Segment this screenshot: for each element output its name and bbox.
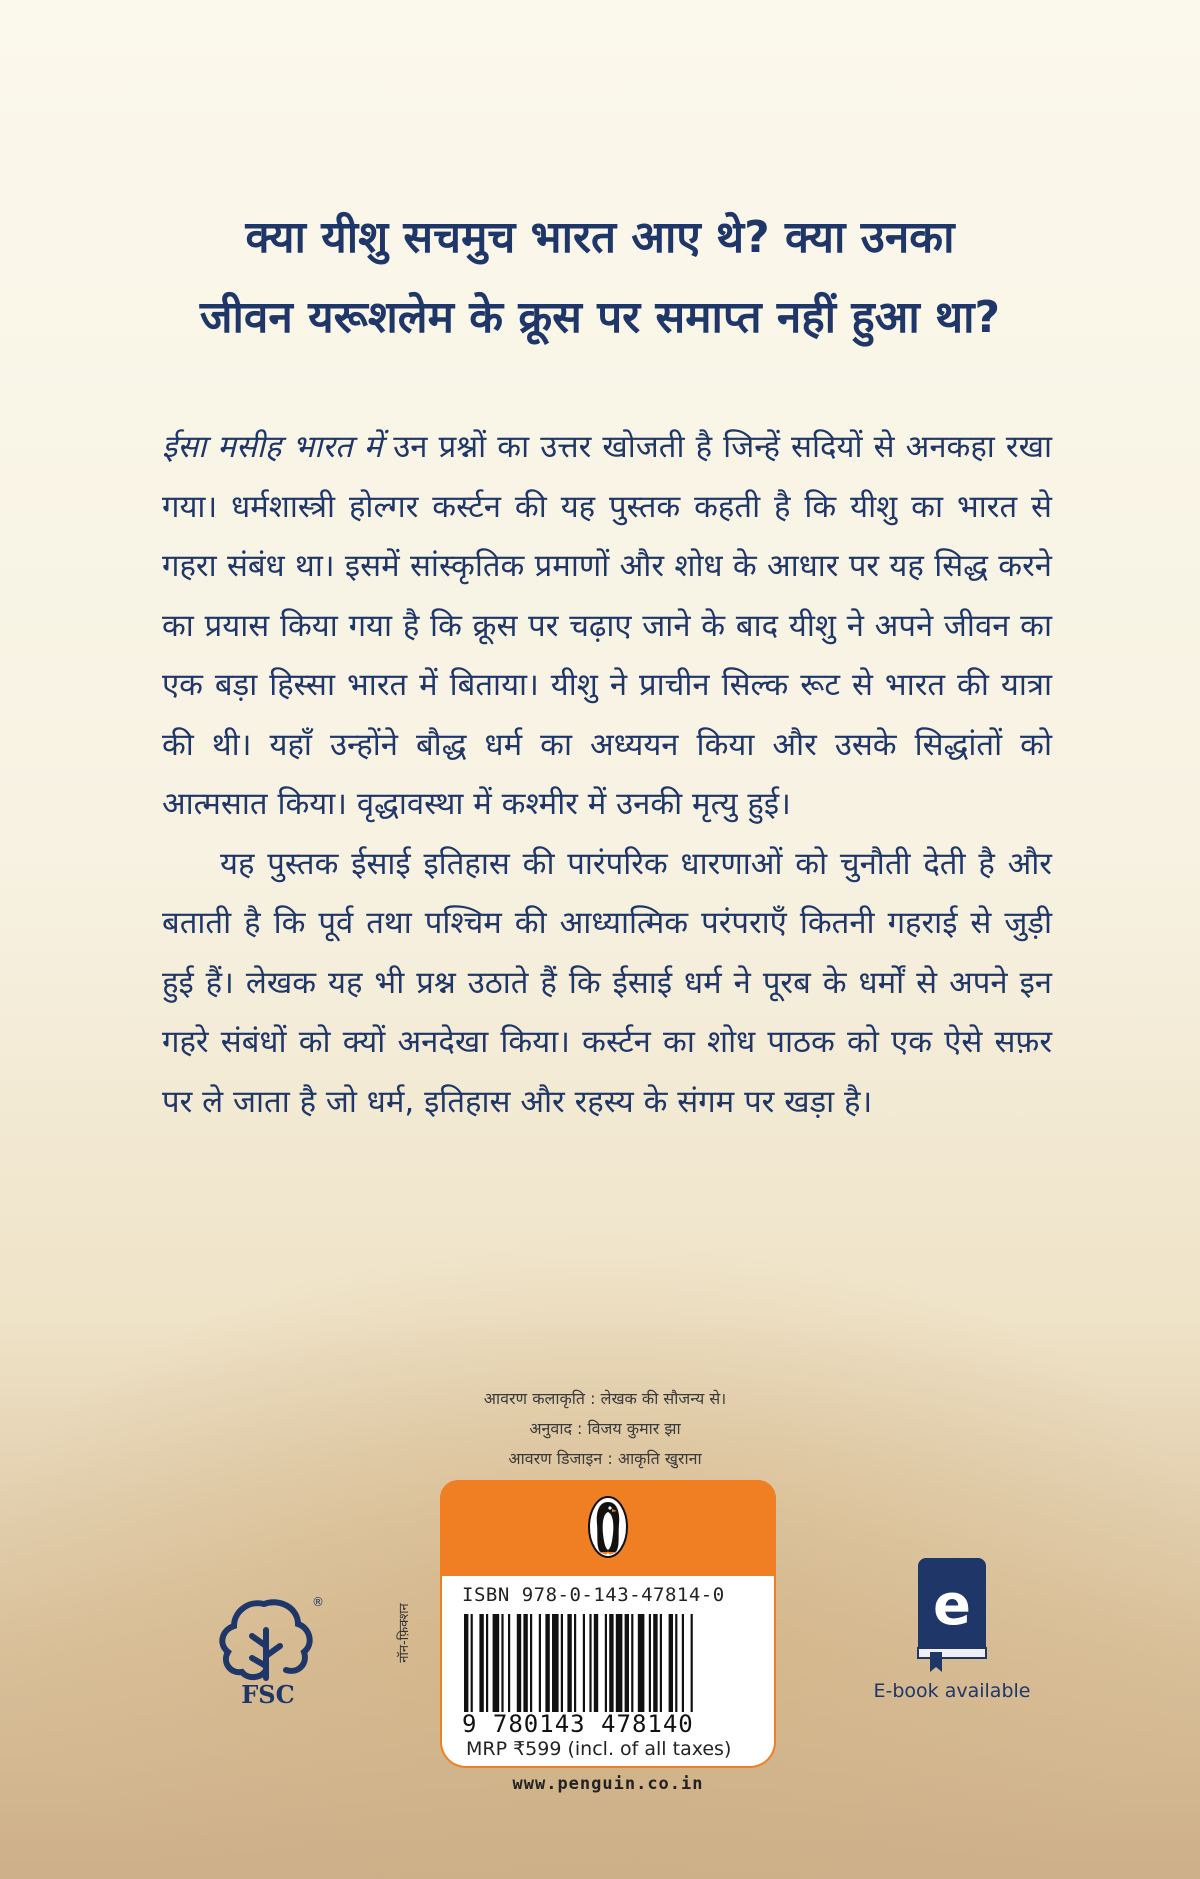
ebook-icon [912, 1556, 992, 1674]
barcode-bar [594, 1614, 598, 1712]
barcode-bar [625, 1614, 629, 1712]
barcode-bar [530, 1614, 532, 1712]
barcode-bar [605, 1614, 607, 1712]
barcode-bar [638, 1614, 645, 1712]
credit-cover-art: आवरण कलाकृति : लेखक की सौजन्य से। [483, 1389, 727, 1408]
credit-cover-design: आवरण डिजाइन : आकृति खुराना [508, 1449, 702, 1468]
paragraph-1-text: उन प्रश्नों का उत्तर खोजती है जिन्हें सदियों से अनकहा रखा गया। धर्मशास्त्री होल्गर कर्स्टन की यह पुस्तक कहती है कि यीशु का भारत से गहरा संबंध था। इसमें सांस्कृतिक प्रमाणों और शोध के आधार पर यह सिद्ध करने का प्रयास किया गया है कि क्रूस पर चढ़ाए जाने के बाद यीशु ने अपने जीवन का एक बड़ा हिस्सा भारत में बिताया। यीशु ने प्राचीन सिल्क रूट से भारत की यात्रा की थी। यहाँ उन्होंने बौद्ध धर्म का अध्ययन किया और उसके सिद्धांतों को आत्मसात किया। वृद्धावस्था में कश्मीर में उनकी मृत्यु हुई। [162, 429, 1052, 822]
barcode-bar [653, 1614, 657, 1712]
barcode-bar [631, 1614, 633, 1712]
barcode-bar [561, 1614, 563, 1712]
barcode-bar [471, 1614, 473, 1712]
blurb [162, 418, 1052, 1132]
barcode-digits: 9 780143 478140 [462, 1710, 694, 1738]
headline-line-2: जीवन यरूशलेम के क्रूस पर समाप्त नहीं हुआ था? [199, 292, 1001, 343]
fsc-registered-mark: ® [312, 1595, 324, 1609]
barcode-bar [589, 1614, 591, 1712]
barcode-bar [479, 1614, 483, 1712]
barcode-bar [649, 1614, 651, 1712]
barcode-bar [682, 1614, 684, 1712]
barcode-bar [567, 1614, 571, 1712]
ebook-label: E-book available [873, 1680, 1031, 1702]
barcode-panel [440, 1576, 776, 1768]
credits [440, 1384, 770, 1474]
isbn-label: ISBN 978-0-143-47814-0 [462, 1584, 725, 1606]
price: MRP ₹599 (incl. of all taxes) [466, 1738, 732, 1760]
barcode-bar [486, 1614, 488, 1712]
ebook-letter: e [933, 1573, 971, 1638]
barcode-bar [539, 1614, 541, 1712]
barcode-bar [616, 1614, 623, 1712]
barcode-bar [508, 1614, 510, 1712]
barcode-bar [669, 1614, 673, 1712]
fsc-label: FSC [241, 1680, 295, 1709]
barcode [464, 1614, 754, 1712]
barcode-bar [545, 1614, 549, 1712]
barcode-bar [552, 1614, 559, 1712]
genre-label: नॉन-फ़िक्शन [397, 1603, 412, 1663]
barcode-bar [523, 1614, 527, 1712]
headline-line-1: क्या यीशु सचमुच भारत आए थे? क्या उनका [245, 212, 955, 263]
penguin-logo-icon [588, 1496, 628, 1558]
barcode-bar [691, 1614, 693, 1712]
barcode-bar [609, 1614, 613, 1712]
barcode-bar [574, 1614, 576, 1712]
book-title: ईसा मसीह भारत में [162, 429, 383, 465]
blurb-paragraph-2: यह पुस्तक ईसाई इतिहास की पारंपरिक धारणाओं को चुनौती देती है और बताती है कि पूर्व तथा पश्चिम की आध्यात्मिक परंपराएँ कितनी गहराई से जुड़ी हुई हैं। लेखक यह भी प्रश्न उठाते हैं कि ईसाई धर्म ने पूरब के धर्मों से अपने इन गहरे संबंधों को क्यों अनदेखा किया। कर्स्टन का शोध पाठक को एक ऐसे सफ़र पर ले जाता है जो धर्म, इतिहास और रहस्य के संगम पर खड़ा है। [162, 845, 1052, 1120]
blurb-paragraph-1 [162, 418, 1052, 835]
barcode-bar [464, 1614, 468, 1712]
barcode-bar [501, 1614, 503, 1712]
publisher-band [440, 1480, 776, 1576]
barcode-bar [675, 1614, 677, 1712]
headline [100, 198, 1100, 358]
barcode-bar [660, 1614, 662, 1712]
publisher-website: www.penguin.co.in [512, 1774, 704, 1794]
barcode-bar [583, 1614, 585, 1712]
credit-translation: अनुवाद : विजय कुमार झा [529, 1419, 681, 1438]
barcode-bar [517, 1614, 521, 1712]
barcode-bar [493, 1614, 500, 1712]
